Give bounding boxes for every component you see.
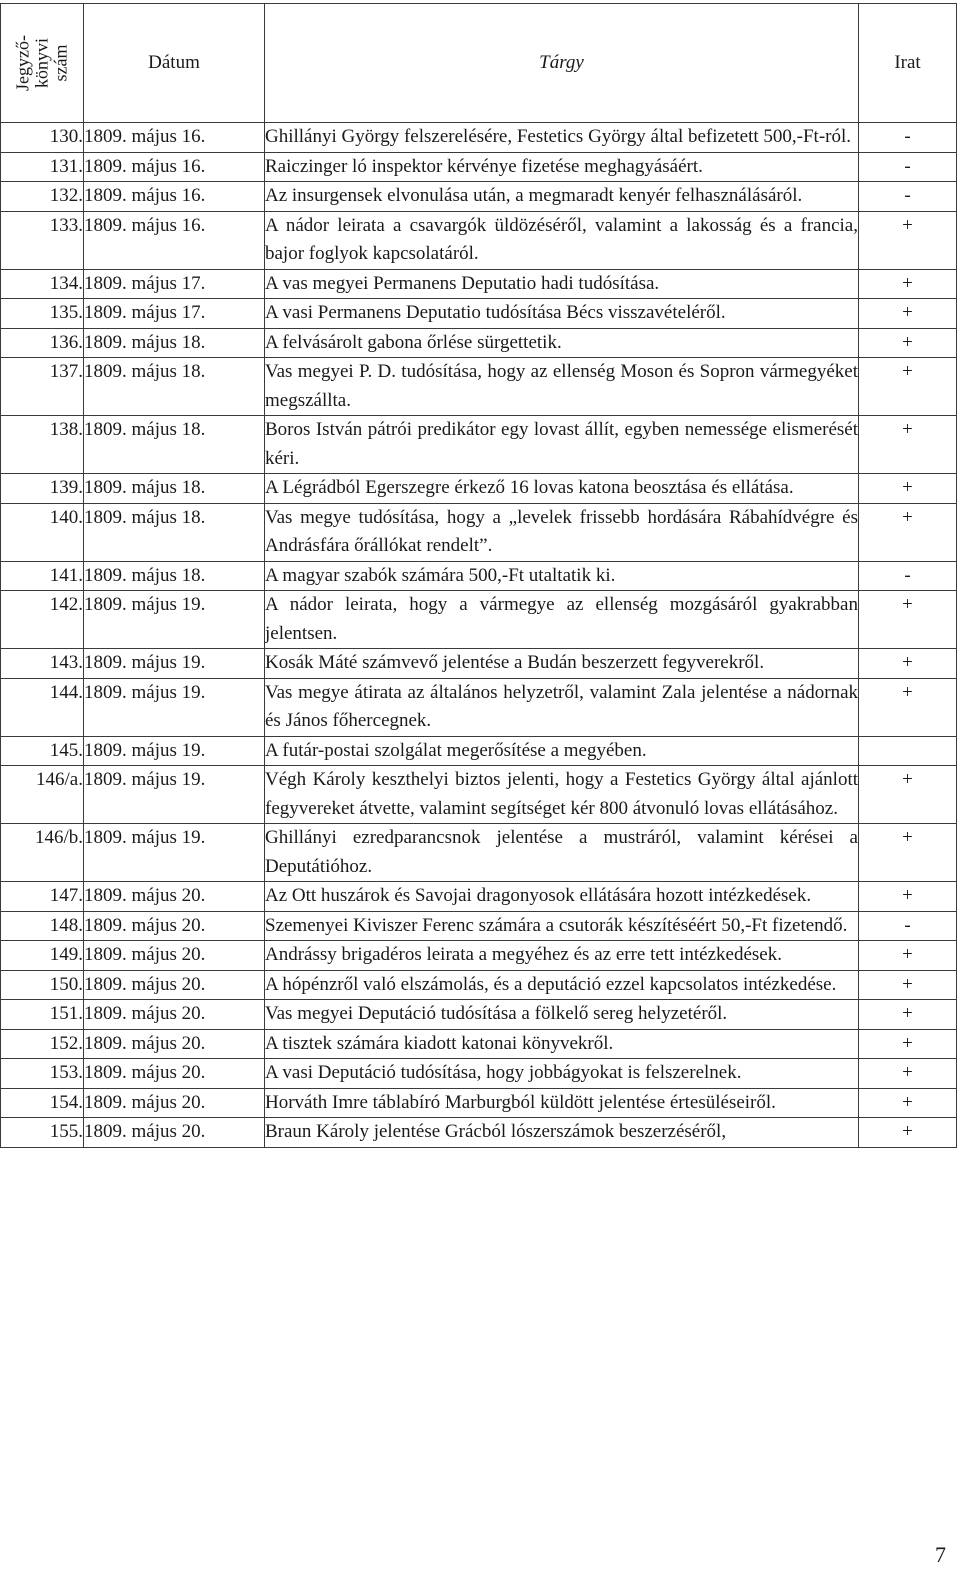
document-cell: +: [859, 211, 957, 269]
document-cell: +: [859, 358, 957, 416]
subject-cell: A tisztek számára kiadott katonai könyvekről.: [265, 1029, 859, 1059]
header-record-number: [1, 4, 84, 123]
document-cell: +: [859, 824, 957, 882]
table-row: [1, 474, 957, 504]
document-cell: +: [859, 474, 957, 504]
document-cell: -: [859, 123, 957, 153]
document-register-table: [0, 3, 957, 1148]
record-number-cell: 147.: [1, 882, 84, 912]
table-row: [1, 736, 957, 766]
table-row: [1, 591, 957, 649]
document-cell: +: [859, 416, 957, 474]
table-row: [1, 358, 957, 416]
table-row: [1, 269, 957, 299]
subject-cell: A vasi Deputáció tudósítása, hogy jobbágyokat is felszerelnek.: [265, 1059, 859, 1089]
subject-cell: A felvásárolt gabona őrlése sürgettetik.: [265, 328, 859, 358]
date-cell: 1809. május 16.: [84, 123, 265, 153]
table-row: [1, 941, 957, 971]
date-cell: 1809. május 16.: [84, 211, 265, 269]
subject-cell: A nádor leirata a csavargók üldözéséről, valamint a lakosság és a francia, bajor foglyok kapcsolatáról.: [265, 211, 859, 269]
document-cell: +: [859, 503, 957, 561]
record-number-cell: 143.: [1, 649, 84, 679]
subject-cell: Braun Károly jelentése Grácból lószerszámok beszerzéséről,: [265, 1118, 859, 1148]
record-number-cell: 144.: [1, 678, 84, 736]
date-cell: 1809. május 16.: [84, 152, 265, 182]
date-cell: 1809. május 18.: [84, 416, 265, 474]
subject-cell: A hópénzről való elszámolás, és a deputáció ezzel kapcsolatos intézkedése.: [265, 970, 859, 1000]
subject-cell: Raiczinger ló inspektor kérvénye fizetése meghagyásáért.: [265, 152, 859, 182]
subject-cell: Ghillányi György felszerelésére, Festetics György által befizetett 500,-Ft-ról.: [265, 123, 859, 153]
document-cell: +: [859, 269, 957, 299]
table-row: [1, 824, 957, 882]
header-date: Dátum: [84, 4, 265, 123]
document-cell: +: [859, 1118, 957, 1148]
header-subject: Tárgy: [265, 4, 859, 123]
date-cell: 1809. május 20.: [84, 882, 265, 912]
subject-cell: A vas megyei Permanens Deputatio hadi tudósítása.: [265, 269, 859, 299]
subject-cell: Végh Károly keszthelyi biztos jelenti, hogy a Festetics György által ajánlott fegyvereket átvette, valamint segítséget kér 800 átvonuló lovas ellátásához.: [265, 766, 859, 824]
date-cell: 1809. május 17.: [84, 269, 265, 299]
table-row: [1, 678, 957, 736]
subject-cell: A magyar szabók számára 500,-Ft utaltatik ki.: [265, 561, 859, 591]
table-row: [1, 1059, 957, 1089]
table-row: [1, 561, 957, 591]
record-number-cell: 130.: [1, 123, 84, 153]
document-cell: -: [859, 911, 957, 941]
table-row: [1, 328, 957, 358]
record-number-cell: 155.: [1, 1118, 84, 1148]
record-number-cell: 153.: [1, 1059, 84, 1089]
document-cell: [859, 736, 957, 766]
table-row: [1, 970, 957, 1000]
record-number-cell: 142.: [1, 591, 84, 649]
record-number-cell: 150.: [1, 970, 84, 1000]
document-cell: +: [859, 678, 957, 736]
document-cell: +: [859, 649, 957, 679]
document-cell: -: [859, 561, 957, 591]
table-row: [1, 416, 957, 474]
date-cell: 1809. május 18.: [84, 358, 265, 416]
subject-cell: Boros István pátrói predikátor egy lovast állít, egyben nemessége elismerését kéri.: [265, 416, 859, 474]
document-cell: +: [859, 1029, 957, 1059]
date-cell: 1809. május 18.: [84, 503, 265, 561]
header-document: Irat: [859, 4, 957, 123]
table-row: [1, 766, 957, 824]
record-number-cell: 141.: [1, 561, 84, 591]
table-row: [1, 503, 957, 561]
document-cell: +: [859, 882, 957, 912]
date-cell: 1809. május 20.: [84, 1118, 265, 1148]
record-number-cell: 136.: [1, 328, 84, 358]
record-number-cell: 146/b.: [1, 824, 84, 882]
table-row: [1, 182, 957, 212]
record-number-cell: 139.: [1, 474, 84, 504]
subject-cell: Ghillányi ezredparancsnok jelentése a mustráról, valamint kérései a Deputátióhoz.: [265, 824, 859, 882]
subject-cell: A futár-postai szolgálat megerősítése a megyében.: [265, 736, 859, 766]
table-row: [1, 1118, 957, 1148]
table-row: [1, 649, 957, 679]
table-row: [1, 882, 957, 912]
table-row: [1, 152, 957, 182]
subject-cell: Vas megyei Deputáció tudósítása a fölkelő sereg helyzetéről.: [265, 1000, 859, 1030]
subject-cell: Vas megyei P. D. tudósítása, hogy az ellenség Moson és Sopron vármegyéket megszállta.: [265, 358, 859, 416]
date-cell: 1809. május 16.: [84, 182, 265, 212]
document-cell: +: [859, 1088, 957, 1118]
date-cell: 1809. május 18.: [84, 328, 265, 358]
header-row: [1, 4, 957, 123]
subject-cell: Vas megye tudósítása, hogy a „levelek frissebb hordására Rábahídvégre és Andrásfára őrállókat rendelt”.: [265, 503, 859, 561]
date-cell: 1809. május 20.: [84, 1059, 265, 1089]
document-cell: +: [859, 591, 957, 649]
table-row: [1, 123, 957, 153]
record-number-cell: 131.: [1, 152, 84, 182]
record-number-cell: 132.: [1, 182, 84, 212]
table-row: [1, 911, 957, 941]
record-number-cell: 138.: [1, 416, 84, 474]
table-row: [1, 299, 957, 329]
record-number-cell: 154.: [1, 1088, 84, 1118]
document-cell: +: [859, 1000, 957, 1030]
subject-cell: A Légrádból Egerszegre érkező 16 lovas katona beosztása és ellátása.: [265, 474, 859, 504]
table-row: [1, 1088, 957, 1118]
subject-cell: Szemenyei Kiviszer Ferenc számára a csutorák készítéséért 50,-Ft fizetendő.: [265, 911, 859, 941]
record-number-cell: 145.: [1, 736, 84, 766]
date-cell: 1809. május 19.: [84, 766, 265, 824]
table-row: [1, 211, 957, 269]
subject-cell: Kosák Máté számvevő jelentése a Budán beszerzett fegyverekről.: [265, 649, 859, 679]
date-cell: 1809. május 20.: [84, 911, 265, 941]
table-row: [1, 1000, 957, 1030]
document-cell: +: [859, 328, 957, 358]
table-row: [1, 1029, 957, 1059]
subject-cell: Az insurgensek elvonulása után, a megmaradt kenyér felhasználásáról.: [265, 182, 859, 212]
date-cell: 1809. május 18.: [84, 561, 265, 591]
header-record-number-label: Jegyző- könyvi szám: [12, 35, 71, 91]
subject-cell: A vasi Permanens Deputatio tudósítása Bécs visszavételéről.: [265, 299, 859, 329]
register-rows: [1, 123, 957, 1148]
record-number-cell: 137.: [1, 358, 84, 416]
date-cell: 1809. május 20.: [84, 1088, 265, 1118]
page-number: 7: [935, 1542, 946, 1567]
date-cell: 1809. május 20.: [84, 941, 265, 971]
document-cell: -: [859, 182, 957, 212]
document-cell: +: [859, 1059, 957, 1089]
document-cell: -: [859, 152, 957, 182]
date-cell: 1809. május 20.: [84, 970, 265, 1000]
date-cell: 1809. május 19.: [84, 649, 265, 679]
subject-cell: Andrássy brigadéros leirata a megyéhez és az erre tett intézkedések.: [265, 941, 859, 971]
date-cell: 1809. május 20.: [84, 1000, 265, 1030]
document-cell: +: [859, 970, 957, 1000]
date-cell: 1809. május 19.: [84, 678, 265, 736]
record-number-cell: 140.: [1, 503, 84, 561]
date-cell: 1809. május 20.: [84, 1029, 265, 1059]
date-cell: 1809. május 17.: [84, 299, 265, 329]
subject-cell: Horváth Imre táblabíró Marburgból küldött jelentése értesüléseiről.: [265, 1088, 859, 1118]
date-cell: 1809. május 19.: [84, 591, 265, 649]
subject-cell: Vas megye átirata az általános helyzetről, valamint Zala jelentése a nádornak és János főhercegnek.: [265, 678, 859, 736]
document-cell: +: [859, 299, 957, 329]
record-number-cell: 146/a.: [1, 766, 84, 824]
subject-cell: A nádor leirata, hogy a vármegye az ellenség mozgásáról gyakrabban jelentsen.: [265, 591, 859, 649]
record-number-cell: 151.: [1, 1000, 84, 1030]
record-number-cell: 148.: [1, 911, 84, 941]
record-number-cell: 134.: [1, 269, 84, 299]
date-cell: 1809. május 18.: [84, 474, 265, 504]
subject-cell: Az Ott huszárok és Savojai dragonyosok ellátására hozott intézkedések.: [265, 882, 859, 912]
record-number-cell: 152.: [1, 1029, 84, 1059]
record-number-cell: 149.: [1, 941, 84, 971]
date-cell: 1809. május 19.: [84, 736, 265, 766]
record-number-cell: 135.: [1, 299, 84, 329]
document-cell: +: [859, 766, 957, 824]
document-cell: +: [859, 941, 957, 971]
date-cell: 1809. május 19.: [84, 824, 265, 882]
record-number-cell: 133.: [1, 211, 84, 269]
